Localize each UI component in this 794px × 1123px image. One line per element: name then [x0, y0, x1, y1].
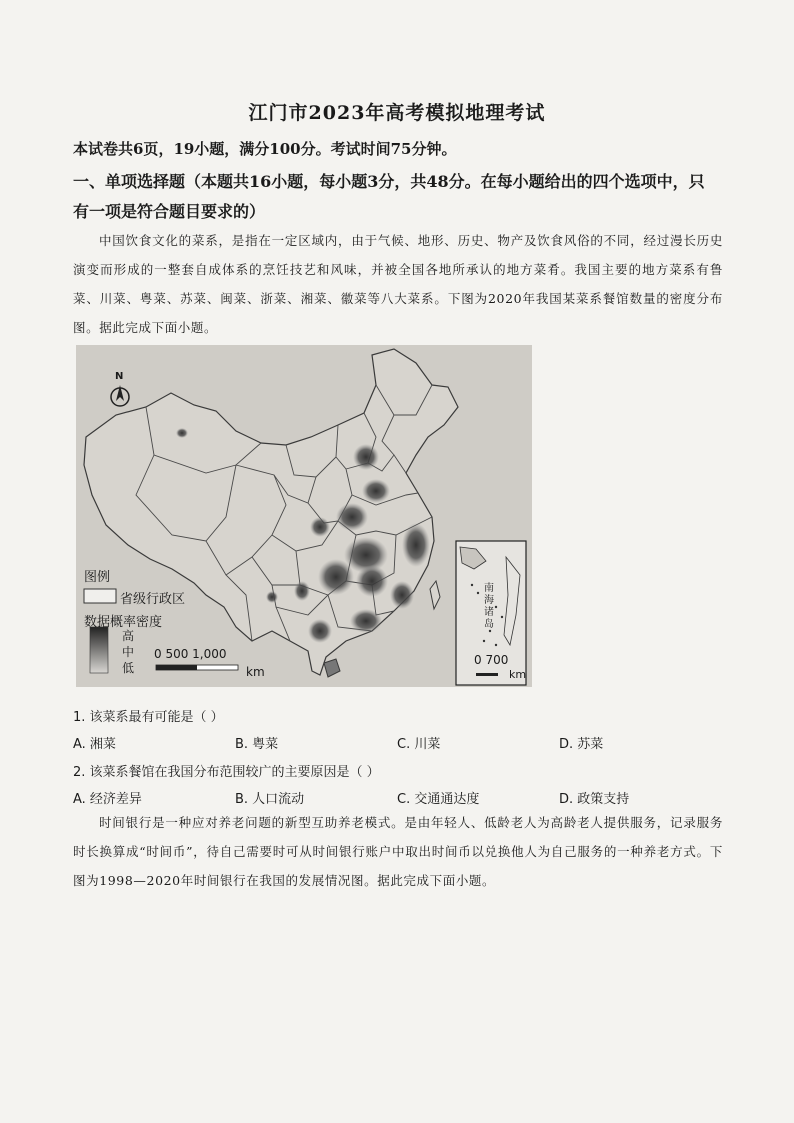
q1-option-d[interactable]: D. 苏菜 [559, 737, 604, 752]
q2-option-b[interactable]: B. 人口流动 [235, 792, 305, 807]
legend-high-label: 高 [122, 629, 135, 643]
section-heading-line2: 有一项是符合题目要求的） [73, 202, 266, 221]
scale-unit: km [246, 665, 265, 679]
q2-option-d[interactable]: D. 政策支持 [559, 792, 630, 807]
passage-time-bank: 时间银行是一种应对养老问题的新型互助养老模式。是由年轻人、低龄老人为高龄老人提供服务，记录服务时长换算成“时间币”，待自己需要时可从时间银行账户中取出时间币以兑换他人为自己服务的一种养老方式。下图为1998—2020年时间银行在我国的发展情况图。据此完成下面小题。 [73, 815, 723, 888]
legend-density-gradient [90, 627, 108, 673]
scale-bar [156, 665, 238, 670]
legend-boundary-label: 省级行政区 [120, 592, 186, 607]
passage-cuisine: 中国饮食文化的菜系，是指在一定区域内，由于气候、地形、历史、物产及饮食风俗的不同，经过漫长历史演变而形成的一整套自成体系的烹饪技艺和风味，并被全国各地所承认的地方菜肴。我国主要的地方菜系有鲁菜、川菜、粤菜、苏菜、闽菜、浙菜、湘菜、徽菜等八大菜系。下图为2020年我国某菜系餐馆数量的密度分布图。据此完成下面小题。 [73, 233, 723, 335]
inset-scale-unit: km [509, 668, 527, 681]
question-1-stem: 1. 该菜系最有可能是（ ） [73, 710, 224, 725]
inset-scale-numbers: 0 700 [474, 653, 509, 667]
legend-density-label: 数据概率密度 [84, 615, 163, 630]
question-2-stem: 2. 该菜系餐馆在我国分布范围较广的主要原因是（ ） [73, 765, 380, 780]
legend-low-label: 低 [122, 661, 135, 675]
legend-boundary-swatch [84, 589, 116, 603]
q2-option-a[interactable]: A. 经济差异 [73, 792, 142, 807]
map-graphic [76, 345, 532, 687]
q2-option-c[interactable]: C. 交通通达度 [397, 792, 480, 807]
q1-option-a[interactable]: A. 湘菜 [73, 737, 116, 752]
legend-title: 图例 [84, 570, 111, 585]
north-arrow-icon [111, 385, 129, 406]
exam-title: 江门市2023年高考模拟地理考试 [248, 102, 546, 124]
china-density-map [76, 345, 532, 687]
hainan-outline [324, 659, 340, 677]
legend-mid-label: 中 [122, 645, 135, 659]
taiwan-outline [430, 581, 440, 609]
q1-option-c[interactable]: C. 川菜 [397, 737, 441, 752]
q1-option-b[interactable]: B. 粤菜 [235, 737, 279, 752]
section-heading-line1: 一、单项选择题（本题共16小题，每小题3分，共48分。在每小题给出的四个选项中，只 [73, 172, 705, 191]
north-label: N [115, 371, 124, 382]
exam-info: 本试卷共6页，19小题，满分100分。考试时间75分钟。 [73, 140, 457, 158]
inset-sea-label: 南海诸岛 [484, 583, 494, 630]
scale-numbers: 0 500 1,000 [154, 647, 227, 661]
